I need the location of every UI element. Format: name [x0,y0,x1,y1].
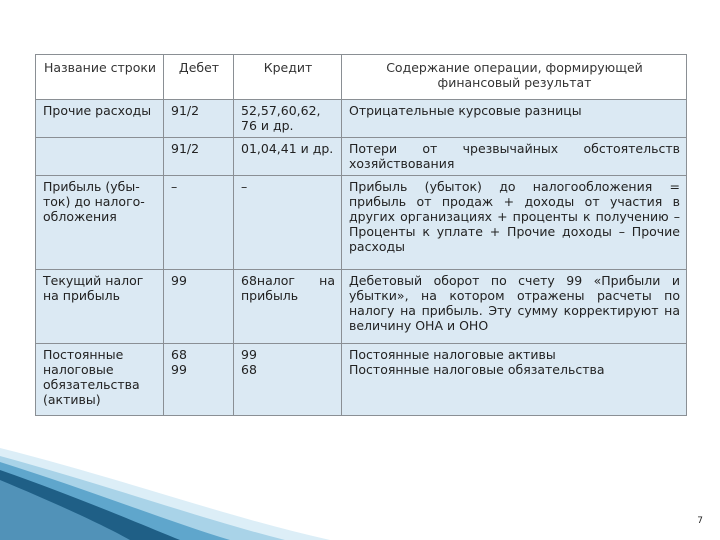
table-header-row [36,55,687,100]
header-content: Содержание операции, формирующей финансовый результат [342,55,687,100]
row-debit: 91/2 [164,138,234,176]
table-row [36,100,687,138]
header-name: Название строки [36,55,164,100]
row-credit: 52,57,60,62, 76 и др. [234,100,342,138]
row-debit: 91/2 [164,100,234,138]
row-credit-line: 68 [241,362,257,377]
row-credit: – [234,176,342,270]
row-debit: – [164,176,234,270]
header-credit: Кредит [234,55,342,100]
row-debit-line: 99 [171,362,187,377]
row-name: Текущий налог на прибыль [36,270,164,344]
row-credit [234,344,342,416]
table-row [36,176,687,270]
row-debit-line: 68 [171,347,187,362]
page-number: 7 [697,516,703,526]
table-row [36,344,687,416]
row-content-line: Постоянные налоговые активы [349,347,556,362]
row-content: Потери от чрезвычайных обстоятельств хозяйствования [342,138,687,176]
row-name [36,138,164,176]
row-credit: 68налог на прибыль [234,270,342,344]
table-row [36,270,687,344]
row-content: Прибыль (убыток) до налогообложения = прибыль от продаж + доходы от участия в других организациях + проценты к получению – Проценты к уплате + Прочие доходы – Прочие расходы [342,176,687,270]
row-debit: 99 [164,270,234,344]
row-content: Отрицательные курсовые разницы [342,100,687,138]
row-name: Постоянные налоговые обязательства (активы) [36,344,164,416]
row-debit [164,344,234,416]
row-content [342,344,687,416]
row-credit-line: 99 [241,347,257,362]
row-content: Дебетовый оборот по счету 99 «Прибыли и убытки», на котором отражены расчеты по налогу на прибыль. Эту сумму корректируют на величину ОНА и ОНО [342,270,687,344]
header-debit: Дебет [164,55,234,100]
row-content-line: Постоянные налоговые обязательства [349,362,605,377]
row-credit: 01,04,41 и др. [234,138,342,176]
row-name: Прочие расходы [36,100,164,138]
row-name: Прибыль (убы-ток) до налого-обложения [36,176,164,270]
table-row [36,138,687,176]
financial-result-table [35,54,687,416]
